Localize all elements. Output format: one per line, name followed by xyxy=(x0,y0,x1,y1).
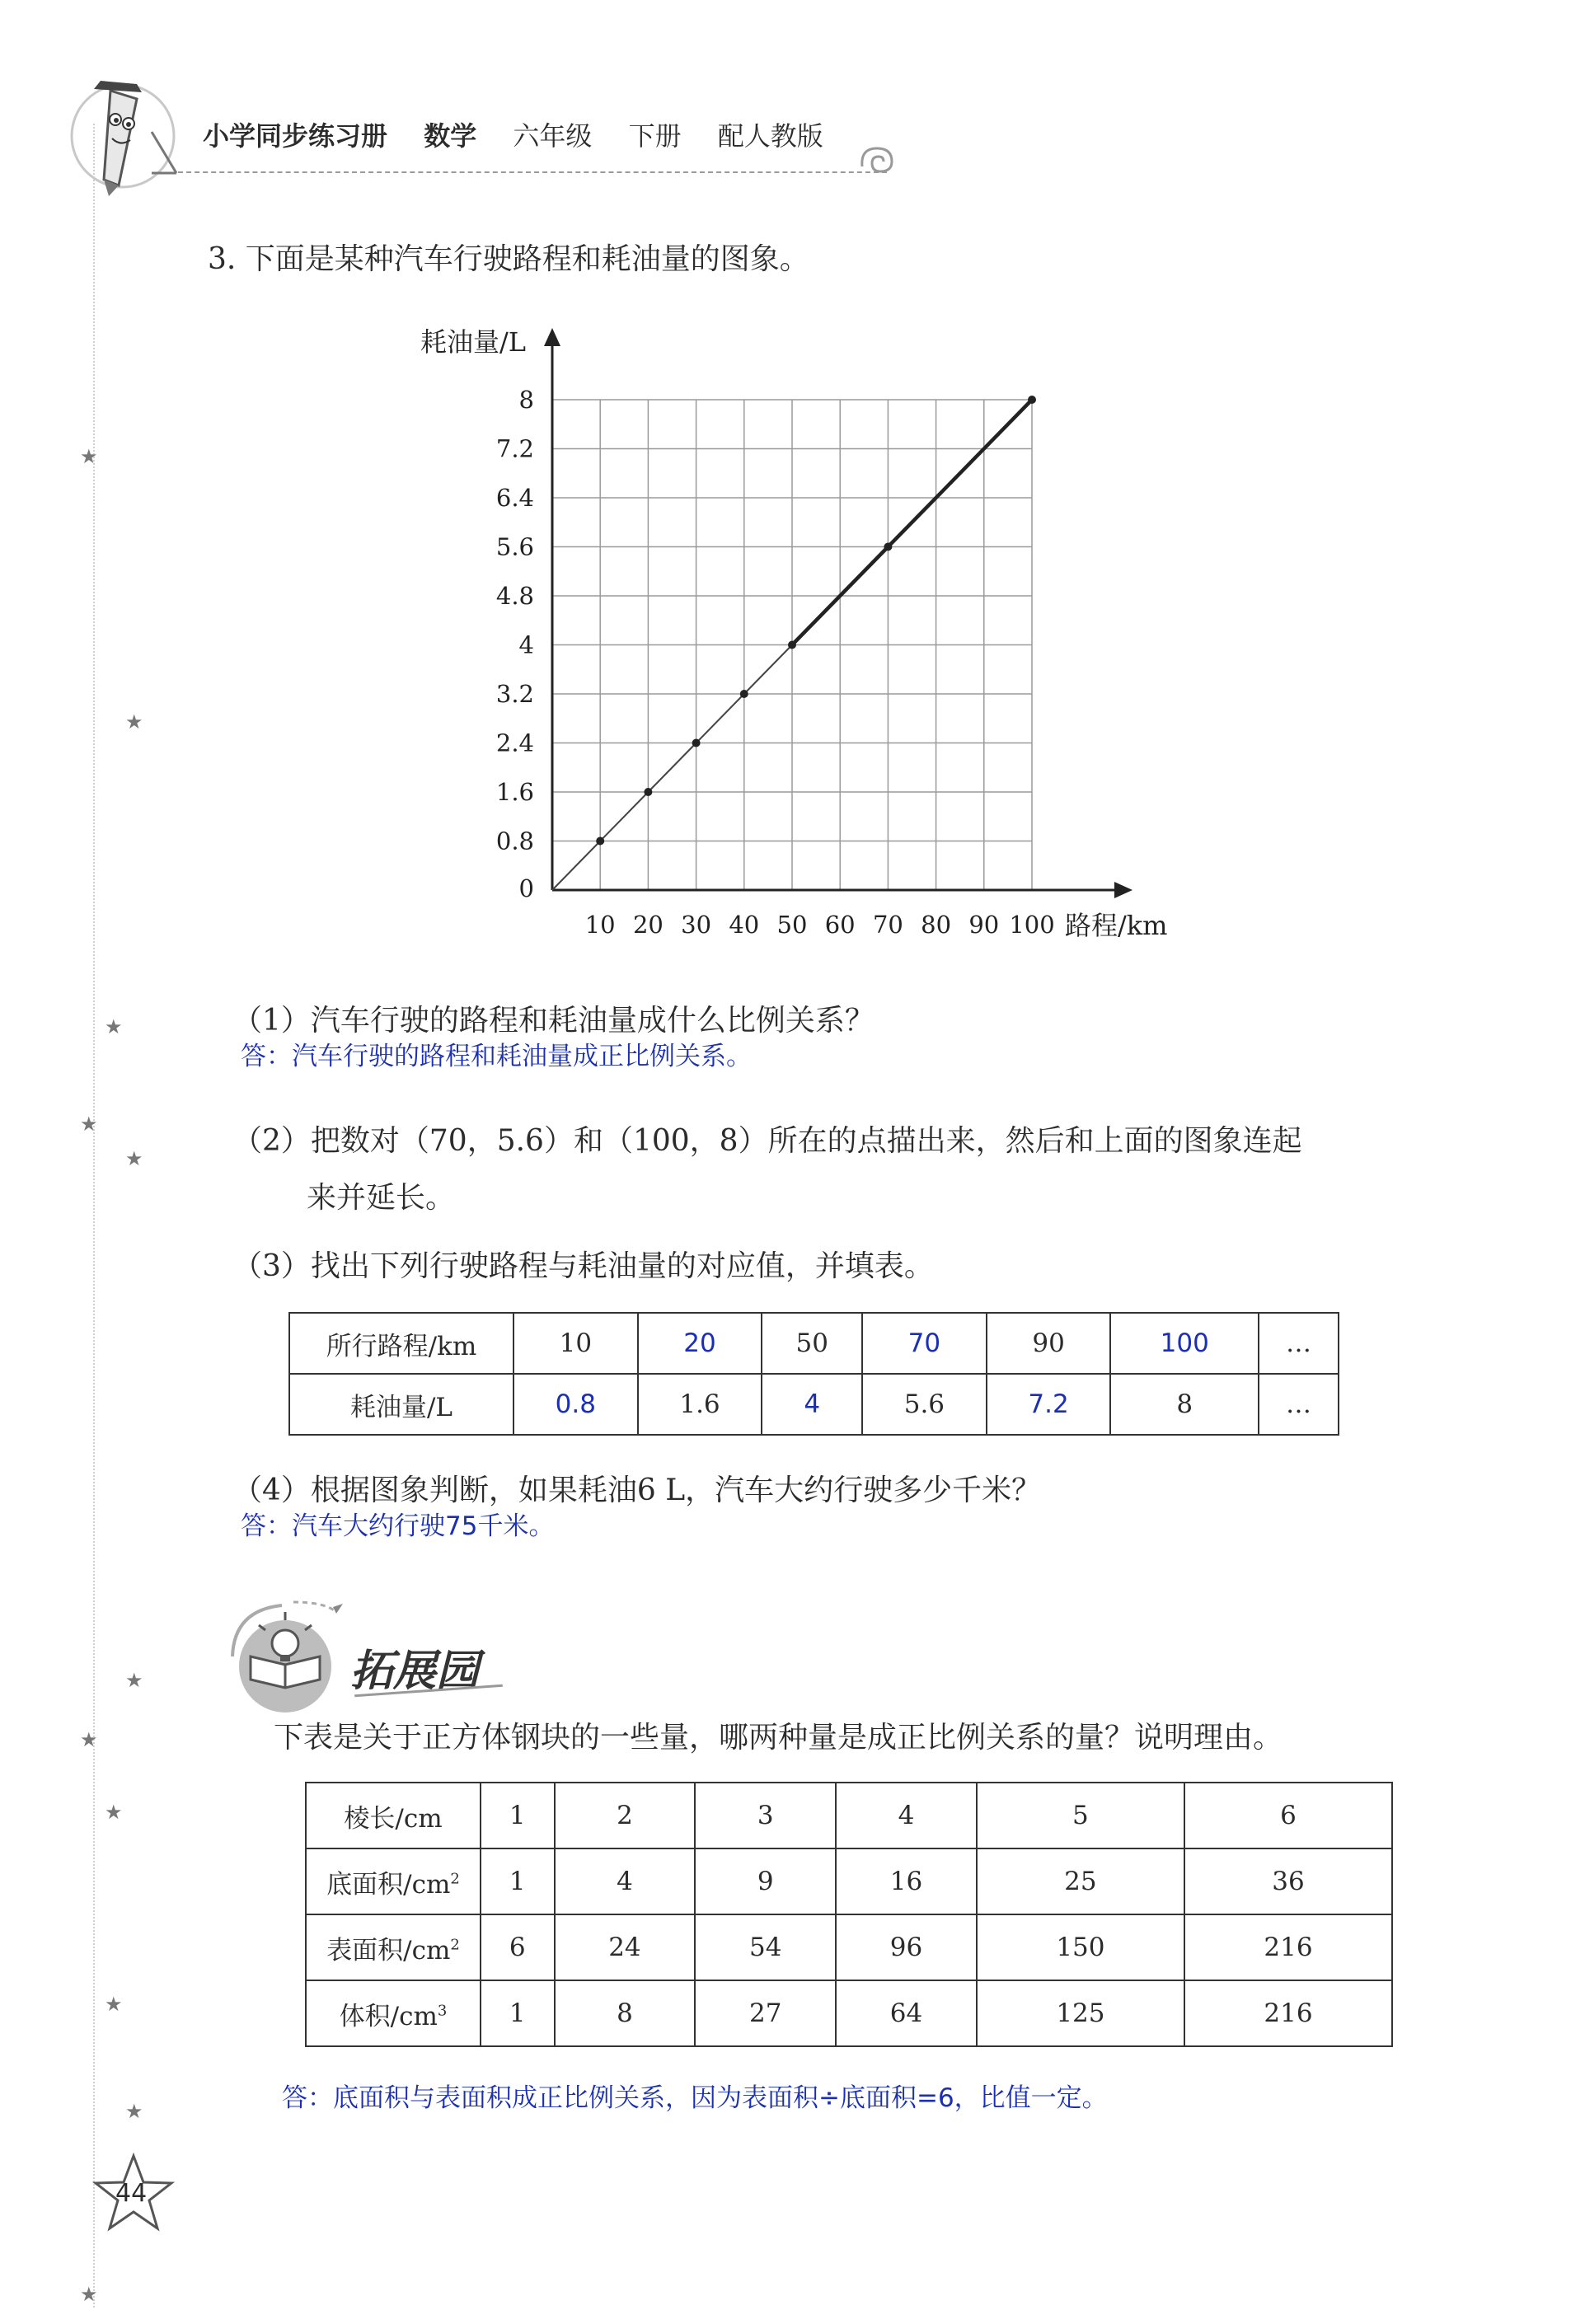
table-cell: … xyxy=(1259,1374,1339,1435)
cube-table xyxy=(305,1782,1393,2047)
table-header-fuel: 耗油量/L xyxy=(289,1374,513,1435)
table-cell: 150 xyxy=(977,1914,1184,1980)
x-tick-label: 100 xyxy=(1009,911,1055,939)
table-cell: 10 xyxy=(513,1313,638,1374)
extension-answer: 答：底面积与表面积成正比例关系，因为表面积÷底面积=6，比值一定。 xyxy=(282,2083,1108,2113)
header-divider xyxy=(178,171,887,173)
table-cell: 3 xyxy=(695,1783,836,1848)
chart-series xyxy=(552,396,1036,890)
table-cell: 1 xyxy=(481,1980,555,2046)
extension-title: 拓展园 xyxy=(350,1646,480,1696)
table-cell-answer: 0.8 xyxy=(513,1374,638,1435)
page-number: 44 xyxy=(115,2179,148,2208)
table-header-distance: 所行路程/km xyxy=(289,1313,513,1374)
table-cell-answer: 4 xyxy=(762,1374,862,1435)
question3-sub4: （4）根据图象判断，如果耗油6 L，汽车大约行驶多少千米？ xyxy=(232,1474,1042,1507)
table-cell: 54 xyxy=(695,1914,836,1980)
star-icon: ★ xyxy=(105,1993,123,2016)
answer-4: 答：汽车大约行驶75千米。 xyxy=(241,1511,555,1541)
star-icon: ★ xyxy=(125,2100,143,2123)
x-axis-title: 路程/km xyxy=(1065,910,1168,941)
fuel-chart xyxy=(404,321,1195,948)
table-cell: 4 xyxy=(555,1848,696,1914)
unit-exponent: 2 xyxy=(450,1870,460,1888)
data-point xyxy=(740,690,748,698)
table-cell: 50 xyxy=(762,1313,862,1374)
x-tick-label: 10 xyxy=(584,911,616,939)
row-label-text: 底面积/cm xyxy=(326,1869,451,1900)
table-cell: 90 xyxy=(987,1313,1111,1374)
answer-1: 答：汽车行驶的路程和耗油量成正比例关系。 xyxy=(241,1042,752,1071)
table-cell: 216 xyxy=(1184,1914,1392,1980)
table-row xyxy=(306,1914,1392,1980)
data-point xyxy=(788,641,796,649)
y-tick-label: 8 xyxy=(518,386,534,414)
star-icon: ★ xyxy=(125,1669,143,1692)
origin-label: 0 xyxy=(518,874,534,902)
row-label-base-area xyxy=(306,1848,481,1914)
row-label-volume xyxy=(306,1980,481,2046)
header-edition: 配人教版 xyxy=(717,120,823,152)
y-tick-label: 5.6 xyxy=(495,532,534,561)
table-cell: 125 xyxy=(977,1980,1184,2046)
mascot-pencil-icon xyxy=(61,74,185,201)
question3-title: 3. 下面是某种汽车行驶路程和耗油量的图象。 xyxy=(208,242,809,276)
data-point xyxy=(644,788,652,796)
star-icon: ★ xyxy=(80,2283,98,2306)
table-cell: 9 xyxy=(695,1848,836,1914)
x-tick-label: 40 xyxy=(729,911,760,939)
table-row xyxy=(289,1374,1339,1435)
y-tick-label: 4 xyxy=(518,630,534,659)
header-swirl-icon xyxy=(857,142,898,181)
table-cell: 6 xyxy=(1184,1783,1392,1848)
x-tick-label: 30 xyxy=(681,911,712,939)
x-tick-label: 90 xyxy=(968,911,1000,939)
header-title xyxy=(203,115,851,153)
row-label-text: 体积/cm xyxy=(339,2001,438,2031)
y-tick-label: 1.6 xyxy=(495,778,534,806)
table-row xyxy=(306,1848,1392,1914)
table-row xyxy=(306,1980,1392,2046)
header-volume: 下册 xyxy=(628,120,682,152)
y-axis-arrow-icon xyxy=(544,328,560,346)
table-cell: 5 xyxy=(977,1783,1184,1848)
series-line-given xyxy=(552,645,792,891)
table-cell: 24 xyxy=(555,1914,696,1980)
row-label-text: 棱长/cm xyxy=(344,1803,443,1834)
row-label-text: 表面积/cm xyxy=(326,1935,451,1966)
table-cell: … xyxy=(1259,1313,1339,1374)
header-subject: 数学 xyxy=(424,120,477,152)
table-cell: 1.6 xyxy=(638,1374,762,1435)
y-tick-label: 7.2 xyxy=(495,434,534,463)
x-tick-label: 60 xyxy=(824,911,856,939)
table-cell: 8 xyxy=(1110,1374,1259,1435)
y-tick-label: 6.4 xyxy=(495,484,534,512)
table-cell: 25 xyxy=(977,1848,1184,1914)
unit-exponent: 3 xyxy=(437,2002,448,2020)
star-icon: ★ xyxy=(125,710,143,733)
x-axis-arrow-icon xyxy=(1114,882,1132,898)
table-cell: 2 xyxy=(555,1783,696,1848)
x-tick-label: 50 xyxy=(776,911,808,939)
star-icon: ★ xyxy=(80,1113,98,1136)
row-label-surface-area xyxy=(306,1914,481,1980)
y-tick-label: 0.8 xyxy=(495,827,534,855)
question3-sub2-line2: 来并延长。 xyxy=(307,1181,456,1215)
table-cell-answer: 100 xyxy=(1110,1313,1259,1374)
data-point xyxy=(596,837,604,846)
x-tick-label: 70 xyxy=(872,911,903,939)
table-cell: 16 xyxy=(836,1848,977,1914)
chart-axes xyxy=(544,328,1132,898)
table-row xyxy=(306,1783,1392,1848)
table-cell: 5.6 xyxy=(862,1374,987,1435)
table-cell: 1 xyxy=(481,1783,555,1848)
star-icon: ★ xyxy=(80,1728,98,1751)
table-cell: 64 xyxy=(836,1980,977,2046)
star-icon: ★ xyxy=(105,1015,123,1038)
table-cell: 1 xyxy=(481,1848,555,1914)
data-point xyxy=(884,543,892,551)
star-icon: ★ xyxy=(125,1147,143,1170)
table-cell: 4 xyxy=(836,1783,977,1848)
y-tick-label: 4.8 xyxy=(495,582,534,610)
unit-exponent: 2 xyxy=(450,1936,460,1954)
header-grade: 六年级 xyxy=(513,120,593,152)
table-cell-answer: 70 xyxy=(862,1313,987,1374)
table-cell: 6 xyxy=(481,1914,555,1980)
star-icon: ★ xyxy=(80,445,98,468)
question3-sub2-line1: （2）把数对（70，5.6）和（100，8）所在的点描出来，然后和上面的图象连起 xyxy=(232,1124,1302,1158)
table-cell: 96 xyxy=(836,1914,977,1980)
data-point xyxy=(692,739,701,747)
x-tick-label: 80 xyxy=(921,911,952,939)
question3-sub1: （1）汽车行驶的路程和耗油量成什么比例关系？ xyxy=(232,1004,875,1038)
row-label-edge xyxy=(306,1783,481,1848)
series-line-extended xyxy=(792,400,1032,645)
table-cell-answer: 20 xyxy=(638,1313,762,1374)
data-point xyxy=(1028,396,1036,404)
question3-sub3: （3）找出下列行驶路程与耗油量的对应值，并填表。 xyxy=(232,1249,934,1283)
table-cell: 27 xyxy=(695,1980,836,2046)
y-tick-label: 3.2 xyxy=(495,680,534,708)
table-cell-answer: 7.2 xyxy=(987,1374,1111,1435)
table-cell: 36 xyxy=(1184,1848,1392,1914)
table-cell: 8 xyxy=(555,1980,696,2046)
header-book: 小学同步练习册 xyxy=(203,120,388,152)
lightbulb-book-icon xyxy=(223,1591,354,1726)
extension-prompt: 下表是关于正方体钢块的一些量，哪两种量是成正比例关系的量？说明理由。 xyxy=(274,1721,1283,1755)
x-tick-label: 20 xyxy=(632,911,664,939)
star-icon: ★ xyxy=(105,1801,123,1824)
table-row xyxy=(289,1313,1339,1374)
fuel-table xyxy=(288,1312,1339,1436)
y-axis-title: 耗油量/L xyxy=(420,326,527,358)
y-tick-label: 2.4 xyxy=(495,729,534,757)
chart-labels xyxy=(420,326,1168,941)
table-cell: 216 xyxy=(1184,1980,1392,2046)
